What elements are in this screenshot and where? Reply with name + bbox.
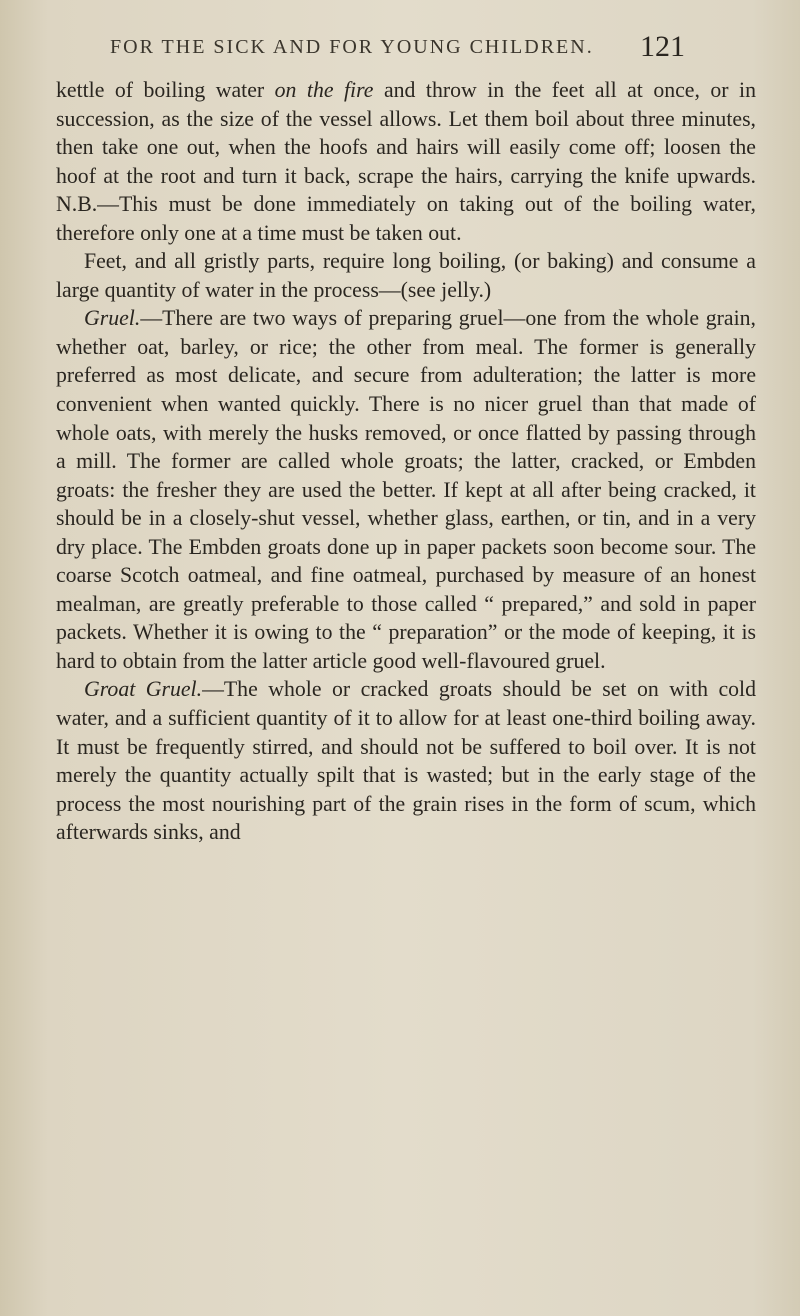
text-run: kettle of boiling water [56, 78, 275, 102]
text-run: and throw in the feet all at once, or in succession, as the size of the vessel allows. Let them boil about three minutes, then take one out, when the hoofs and hairs will easily come off; loosen the hoof at the root and turn it back, scrape the hairs, carrying the knife upwards. N.B.—This must be done immediately on taking out of the boiling water, therefore only one at a time must be taken out. [56, 78, 756, 245]
italic-heading-run: Gruel. [84, 306, 141, 331]
body-text [56, 76, 756, 847]
italic-heading-run: Groat Gruel. [84, 677, 203, 702]
italic-heading-run: on the fire [274, 78, 374, 102]
running-head: FOR THE SICK AND FOR YOUNG CHILDREN. [110, 36, 594, 58]
text-run: —There are two ways of preparing gruel—one from the whole grain, whether oat, barley, or rice; the other from meal. The former is generally preferred as most delicate, and secure from adulteration; the latter is more convenient when wanted quickly. There is no nicer gruel than that made of whole oats, with merely the husks removed, or once flatted by passing through a mill. The former are called whole groats; the latter, cracked, or Embden groats: the fresher they are used the better. If kept at all after being cracked, it should be in a closely-shut vessel, whether glass, earthen, or tin, and in a very dry place. The Embden groats done up in paper packets soon become sour. The coarse Scotch oatmeal, and fine oatmeal, purchased by measure of an honest mealman, are greatly preferable to those called “ prepared,” and sold in paper packets. Whether it is owing to the “ preparation” or the mode of keeping, it is hard to obtain from the latter article good well-flavoured gruel. [56, 306, 756, 673]
paragraph [56, 675, 756, 846]
text-run: —The whole or cracked groats should be set on with cold water, and a sufficient quantity of it to allow for at least one-third boiling away. It must be frequently stirred, and should not be suffered to boil over. It is not merely the quantity actually spilt that is wasted; but in the early stage of the process the most nourishing part of the grain rises in the form of scum, which afterwards sinks, and [56, 677, 756, 845]
text-run: Feet, and all gristly parts, require long boiling, (or baking) and consume a large quantity of water in the process—(see jelly.) [56, 249, 756, 302]
page-number: 121 [640, 30, 685, 63]
paragraph [56, 304, 756, 675]
paragraph [56, 76, 756, 247]
page-header [0, 30, 800, 70]
paragraph [56, 247, 756, 304]
